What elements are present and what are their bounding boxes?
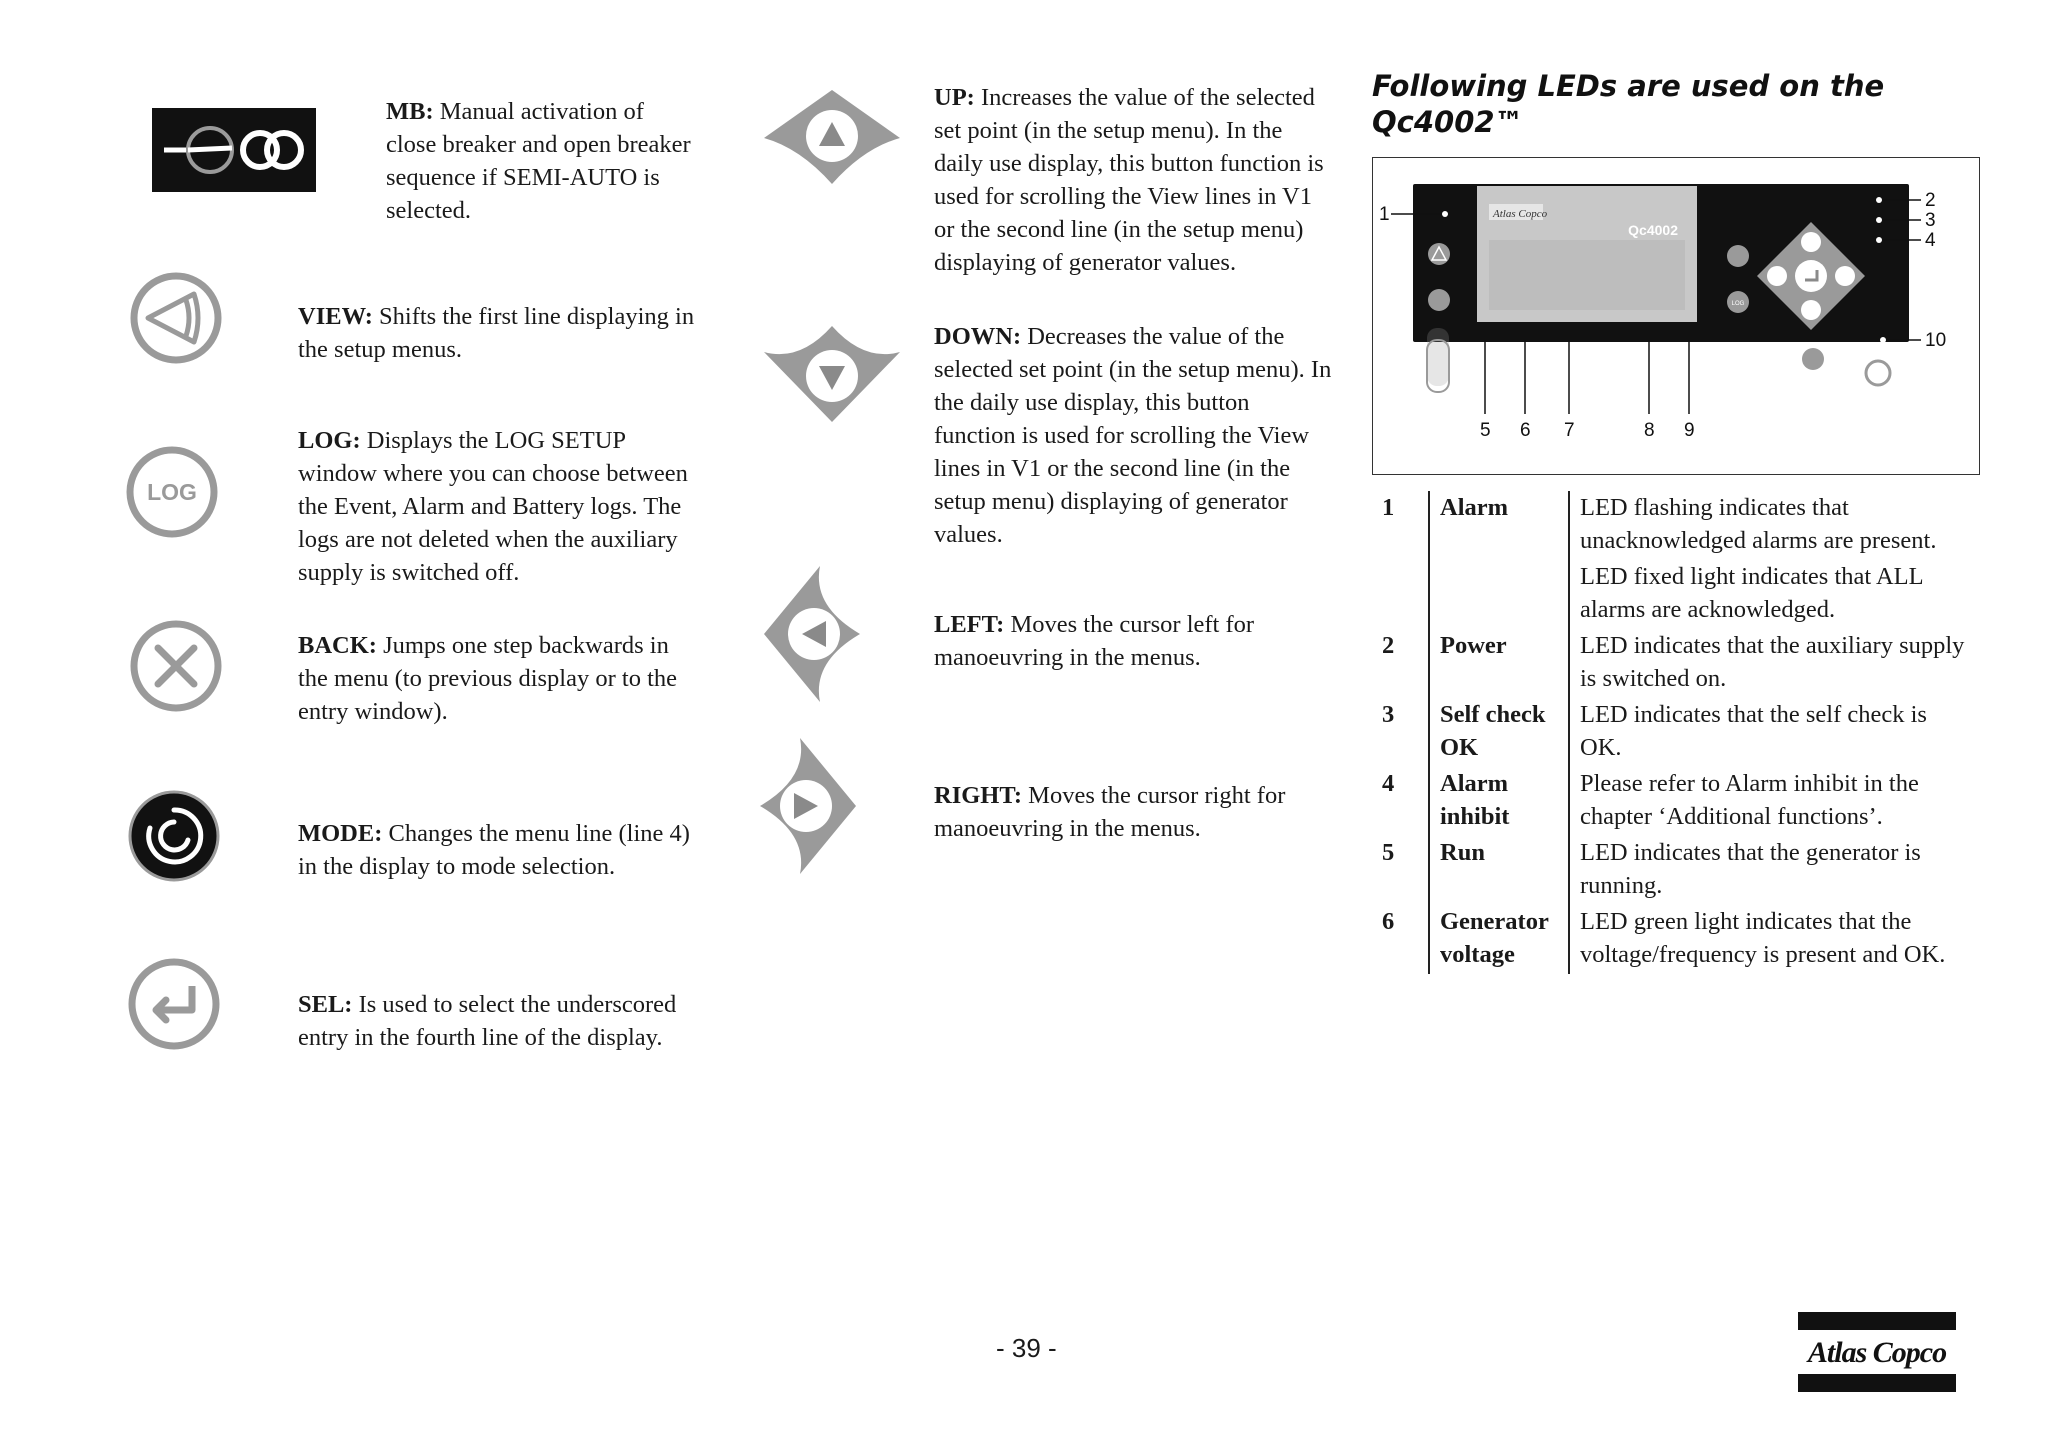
- led-desc: [1569, 698, 1972, 767]
- sel-description: [298, 988, 698, 1054]
- callout-5: 5: [1480, 420, 1491, 441]
- led-num: 6: [1382, 908, 1395, 935]
- back-icon: [128, 618, 224, 719]
- log-icon: [124, 444, 220, 545]
- mb-description: [386, 95, 696, 227]
- mb-label: MB:: [386, 98, 434, 125]
- down-arrow-icon: [764, 326, 900, 427]
- mode-label: MODE:: [298, 820, 383, 847]
- led-desc-line: LED flashing indicates that unacknowledged alarms are present.: [1580, 494, 1937, 554]
- table-row: [1372, 767, 1972, 836]
- mode-description: [298, 817, 698, 883]
- led-desc: [1569, 905, 1972, 974]
- down-text: Decreases the value of the selected set point (in the setup menu). In the daily use display, this button function is used for scrolling the View lines in V1 or the second line (in the setup menu) displaying of generator values.: [934, 323, 1332, 548]
- callout-10: 10: [1925, 330, 1947, 351]
- callout-7: 7: [1564, 420, 1575, 441]
- up-text: Increases the value of the selected set point (in the setup menu). In the daily use display, this button function is used for scrolling the View lines in V1 or the second line (in the setup menu) displaying of generator values.: [934, 84, 1324, 276]
- led-desc-line: Please refer to Alarm inhibit in the chapter ‘Additional functions’.: [1580, 770, 1919, 830]
- back-description: [298, 629, 698, 728]
- mb-text: Manual activation of close breaker and open breaker sequence if SEMI-AUTO is selected.: [386, 98, 691, 224]
- led-desc: [1569, 629, 1972, 698]
- log-description: [298, 424, 698, 589]
- led-desc: [1569, 491, 1972, 629]
- panel-brand: Atlas Copco: [1493, 208, 1548, 220]
- sel-label: SEL:: [298, 991, 353, 1018]
- led-name: Power: [1429, 629, 1569, 698]
- led-num: 5: [1382, 839, 1395, 866]
- down-description: [934, 320, 1334, 551]
- left-description: [934, 608, 1334, 674]
- led-name: Self check OK: [1429, 698, 1569, 767]
- panel-log-button: LOG: [1731, 301, 1745, 307]
- log-icon-text: LOG: [147, 479, 197, 505]
- back-label: BACK:: [298, 632, 377, 659]
- up-arrow-icon: [764, 90, 900, 191]
- right-label: RIGHT:: [934, 782, 1023, 809]
- callout-2: 2: [1925, 190, 1936, 211]
- view-icon: [128, 270, 224, 371]
- back-text: Jumps one step backwards in the menu (to previous display or to the entry window).: [298, 632, 677, 725]
- callout-6: 6: [1520, 420, 1531, 441]
- led-desc-line: LED green light indicates that the voltage/frequency is present and OK.: [1580, 908, 1946, 968]
- callout-9: 9: [1684, 420, 1695, 441]
- up-description: [934, 81, 1334, 279]
- right-arrow-icon: [760, 738, 856, 879]
- mode-text: Changes the menu line (line 4) in the display to mode selection.: [298, 820, 690, 880]
- callout-1: 1: [1379, 204, 1390, 225]
- table-row: [1372, 698, 1972, 767]
- mode-icon: [126, 788, 222, 889]
- controller-panel-figure: [1372, 157, 1980, 475]
- log-label: LOG:: [298, 427, 361, 454]
- led-name: Run: [1429, 836, 1569, 905]
- table-row: [1372, 491, 1972, 629]
- sel-text: Is used to select the underscored entry in the fourth line of the display.: [298, 991, 677, 1051]
- callout-3: 3: [1925, 210, 1936, 231]
- led-name: Generator voltage: [1429, 905, 1569, 974]
- led-name: Alarm: [1429, 491, 1569, 629]
- callout-8: 8: [1644, 420, 1655, 441]
- view-description: [298, 300, 698, 366]
- callout-4: 4: [1925, 230, 1936, 251]
- led-desc: [1569, 767, 1972, 836]
- led-name: Alarm inhibit: [1429, 767, 1569, 836]
- up-label: UP:: [934, 84, 975, 111]
- view-text: Shifts the first line displaying in the setup menus.: [298, 303, 695, 363]
- led-desc-line: LED indicates that the auxiliary supply is switched on.: [1580, 632, 1965, 692]
- led-num: 4: [1382, 770, 1395, 797]
- table-row: [1372, 836, 1972, 905]
- page-number: - 39 -: [996, 1333, 1057, 1363]
- led-num: 2: [1382, 632, 1395, 659]
- right-description: [934, 779, 1334, 845]
- atlas-copco-logo: [1796, 1312, 1958, 1397]
- table-row: [1372, 629, 1972, 698]
- led-desc-line: LED indicates that the self check is OK.: [1580, 701, 1927, 761]
- left-label: LEFT:: [934, 611, 1005, 638]
- led-table: [1372, 491, 1972, 974]
- table-row: [1372, 905, 1972, 974]
- led-num: 3: [1382, 701, 1395, 728]
- sel-icon: [126, 956, 222, 1057]
- right-text: Moves the cursor right for manoeuvring in the menus.: [934, 782, 1286, 842]
- svg-text:Atlas Copco: Atlas Copco: [1807, 1336, 1947, 1369]
- led-num: 1: [1382, 494, 1395, 521]
- left-arrow-icon: [764, 566, 860, 707]
- led-desc-line: LED indicates that the generator is running.: [1580, 839, 1921, 899]
- view-label: VIEW:: [298, 303, 373, 330]
- down-label: DOWN:: [934, 323, 1022, 350]
- led-desc-line: LED fixed light indicates that ALL alarms are acknowledged.: [1580, 563, 1923, 623]
- mb-breaker-icon: [152, 108, 316, 197]
- led-desc: [1569, 836, 1972, 905]
- log-text: Displays the LOG SETUP window where you can choose between the Event, Alarm and Battery logs. The logs are not deleted when the auxiliary supply is switched off.: [298, 427, 688, 586]
- left-text: Moves the cursor left for manoeuvring in the menus.: [934, 611, 1255, 671]
- leds-heading: Following LEDs are used on the Qc4002™: [1372, 69, 1885, 139]
- panel-model: Qc4002: [1628, 222, 1678, 238]
